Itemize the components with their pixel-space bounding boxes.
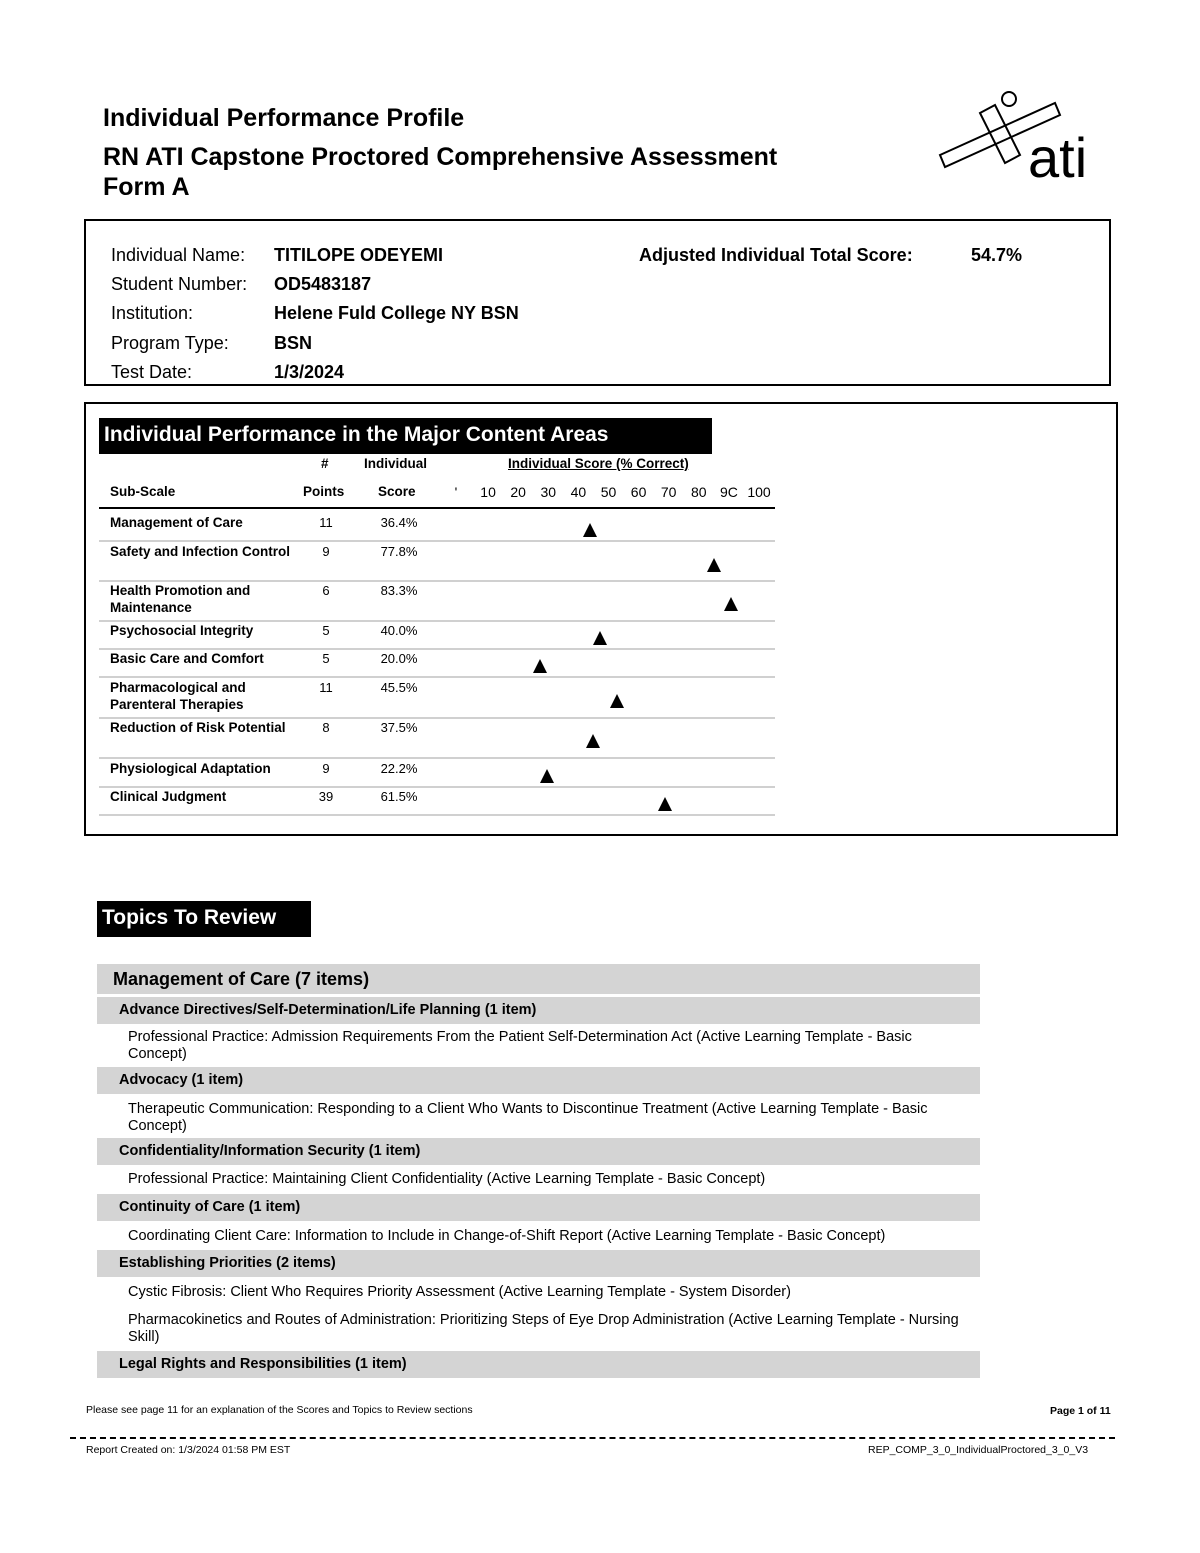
footer-note: Please see page 11 for an explanation of the Scores and Topics to Review sections xyxy=(86,1404,473,1416)
subscale-header: Sub-Scale xyxy=(110,484,176,499)
score-marker xyxy=(540,769,554,783)
subscale-name: Reduction of Risk Potential xyxy=(110,720,286,735)
subscale-score: 22.2% xyxy=(380,761,418,776)
subscale-name: Basic Care and Comfort xyxy=(110,651,264,666)
topic-group-title: Continuity of Care (1 item) xyxy=(97,1194,980,1221)
subscale-points: 11 xyxy=(319,680,333,695)
tick-label: 60 xyxy=(630,484,647,500)
topic-group-title: Establishing Priorities (2 items) xyxy=(97,1250,980,1277)
test-date: 1/3/2024 xyxy=(274,362,345,382)
student-number: OD5483187 xyxy=(274,274,372,294)
report-created: Report Created on: 1/3/2024 01:58 PM EST xyxy=(86,1444,291,1456)
student-info-box xyxy=(84,219,1111,386)
subscale-score: 77.8% xyxy=(380,544,418,559)
footer-divider xyxy=(70,1437,1115,1439)
subscale-name: Pharmacological and Parenteral Therapies xyxy=(110,680,246,712)
tick-label: 50 xyxy=(600,484,617,500)
subscale-points: 39 xyxy=(318,789,334,804)
tick-label: 20 xyxy=(510,484,526,500)
row-divider xyxy=(99,676,775,678)
points-header: Points xyxy=(303,484,345,499)
logo-wordmark: ati xyxy=(1028,126,1088,185)
performance-section-title: Individual Performance in the Major Content Areas xyxy=(99,418,712,454)
score-marker xyxy=(533,659,547,673)
topic-item: Professional Practice: Maintaining Client Confidentiality (Active Learning Template - Basic Concept) xyxy=(128,1171,766,1187)
institution: Helene Fuld College NY BSN xyxy=(274,303,519,323)
subscale-points: 9 xyxy=(322,544,330,559)
subscale-score: 37.5% xyxy=(380,720,418,735)
topic-item: Therapeutic Communication: Responding to a Client Who Wants to Discontinue Treatment (Active Learning Template - Basic Concept) xyxy=(128,1101,928,1134)
page-number: Page 1 of 11 xyxy=(1050,1405,1111,1417)
total-score: 54.7% xyxy=(971,245,1023,265)
subscale-score: 83.3% xyxy=(380,583,418,598)
report-title: Individual Performance Profile xyxy=(103,104,465,132)
score-marker xyxy=(658,797,672,811)
name-label: Individual Name: xyxy=(111,245,246,265)
subscale-name: Clinical Judgment xyxy=(110,789,227,804)
subscale-points: 5 xyxy=(322,623,330,638)
tick-label: 80 xyxy=(691,484,707,500)
topics-section-title: Topics To Review xyxy=(97,901,311,937)
program-type: BSN xyxy=(274,333,313,353)
subscale-points: 5 xyxy=(322,651,330,666)
tick-label: 70 xyxy=(660,484,677,500)
row-divider xyxy=(99,540,775,542)
tick-label: 10 xyxy=(480,484,496,500)
score-header: Score xyxy=(378,484,416,499)
subscale-name: Management of Care xyxy=(110,515,243,530)
score-marker xyxy=(583,523,597,537)
topic-item: Pharmacokinetics and Routes of Administration: Prioritizing Steps of Eye Drop Administration (Active Learning Template - Nursing Skill) xyxy=(128,1312,959,1345)
student-number-label: Student Number: xyxy=(111,274,248,294)
subscale-name: Safety and Infection Control xyxy=(110,544,291,559)
assessment-form: Form A xyxy=(103,173,190,201)
institution-label: Institution: xyxy=(111,303,194,323)
test-date-label: Test Date: xyxy=(111,362,193,382)
score-marker xyxy=(586,734,600,748)
row-divider xyxy=(99,814,775,816)
subscale-name: Physiological Adaptation xyxy=(110,761,271,776)
subscale-score: 40.0% xyxy=(380,623,418,638)
topic-category: Management of Care (7 items) xyxy=(97,964,980,994)
topic-group-title: Advance Directives/Self-Determination/Life Planning (1 item) xyxy=(97,997,980,1024)
topic-item: Professional Practice: Admission Requirements From the Patient Self-Determination Act (Active Learning Template - Basic Concept) xyxy=(128,1029,912,1062)
topic-group-title: Confidentiality/Information Security (1 item) xyxy=(97,1138,980,1165)
subscale-points: 6 xyxy=(322,583,330,598)
subscale-name: Health Promotion and Maintenance xyxy=(110,583,251,615)
tick-label: 9C xyxy=(719,484,738,500)
chart-header: Individual Score (% Correct) xyxy=(508,456,689,471)
subscale-score: 45.5% xyxy=(380,680,418,695)
row-divider xyxy=(99,757,775,759)
subscale-points: 8 xyxy=(322,720,330,735)
report-id: REP_COMP_3_0_IndividualProctored_3_0_V3 xyxy=(868,1444,1089,1456)
student-name: TITILOPE ODEYEMI xyxy=(274,245,444,265)
performance-box xyxy=(84,402,1118,836)
tick-label: 30 xyxy=(540,484,557,500)
score-marker xyxy=(724,597,738,611)
points-header-top: # xyxy=(321,456,329,471)
ati-logo xyxy=(935,85,1110,185)
subscale-points: 9 xyxy=(322,761,330,776)
topic-item: Coordinating Client Care: Information to Include in Change-of-Shift Report (Active Learning Template - Basic Concept) xyxy=(128,1228,886,1244)
tick-label: 40 xyxy=(570,484,587,500)
subscale-score: 36.4% xyxy=(380,515,418,530)
score-marker xyxy=(593,631,607,645)
assessment-title: RN ATI Capstone Proctored Comprehensive Assessment xyxy=(103,143,778,171)
topic-item: Cystic Fibrosis: Client Who Requires Priority Assessment (Active Learning Template - System Disorder) xyxy=(128,1284,791,1300)
tick-label: 100 xyxy=(747,484,771,500)
subscale-score: 61.5% xyxy=(380,789,418,804)
subscale-score: 20.0% xyxy=(380,651,418,666)
table-header-rule xyxy=(99,507,775,509)
score-marker xyxy=(610,694,624,708)
topic-group-title: Legal Rights and Responsibilities (1 item) xyxy=(97,1351,980,1378)
score-marker xyxy=(707,558,721,572)
subscale-points: 11 xyxy=(319,515,333,530)
score-header-top: Individual xyxy=(364,456,428,471)
subscale-name: Psychosocial Integrity xyxy=(110,623,254,638)
tick-label-zero: ' xyxy=(454,484,458,500)
total-score-label: Adjusted Individual Total Score: xyxy=(639,245,913,265)
topic-group-title: Advocacy (1 item) xyxy=(97,1067,980,1094)
program-type-label: Program Type: xyxy=(111,333,229,353)
